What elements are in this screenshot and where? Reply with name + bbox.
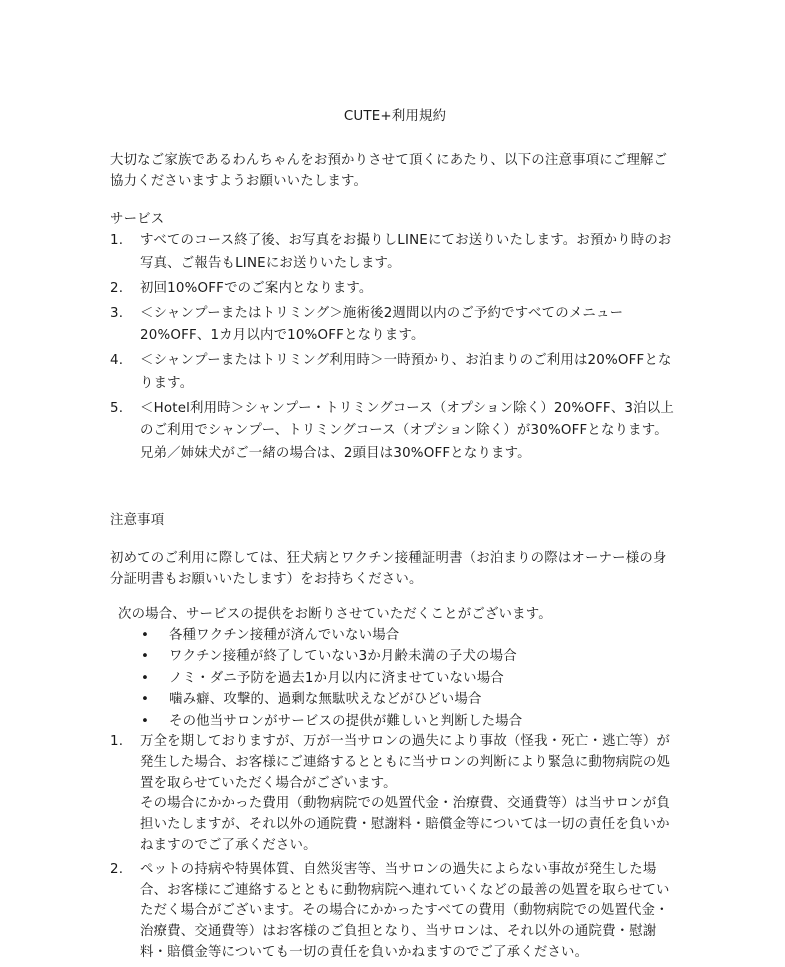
- item-number: 1.: [110, 233, 124, 248]
- item-text: ＜Hotel利用時＞シャンプー・トリミングコース（オプション除く）20%OFF、3泊以上のご利用でシャンプー、トリミングコース（オプション除く）が30%OFFとなります。兄弟／姉妹犬がご一緒の場合は、2頭目は30%OFFとなります。: [140, 400, 674, 461]
- item-text: 初回10%OFFでのご案内となります。: [140, 280, 373, 296]
- notice-heading: 注意事項: [110, 512, 165, 528]
- list-item: [110, 711, 680, 733]
- list-item: [110, 732, 680, 857]
- list-item: [110, 689, 680, 711]
- item-number: 2.: [110, 861, 124, 877]
- bullet-icon: •: [141, 627, 150, 643]
- notice-intro-paragraph: 初めてのご利用に際しては、狂犬病とワクチン接種証明書（お泊まりの際はオーナー様の身分証明書もお願いいたします）をお持ちください。: [110, 550, 667, 587]
- refusal-cases-lead: 次の場合、サービスの提供をお断りさせていただくことがございます。: [118, 606, 552, 622]
- service-list: [110, 230, 680, 465]
- list-item: [110, 303, 680, 348]
- list-item: [110, 278, 680, 301]
- list-item: [110, 230, 680, 275]
- item-text: ペットの持病や特異体質、自然災害等、当サロンの過失によらない事故が発生した場合、お客様にご連絡するとともに動物病院へ連れていくなどの最善の処置を取らせていただく場合がございます。その場合にかかったすべての費用（動物病院での処置代金・治療費、交通費等）はお客様のご負担となり、当サロンは、それ以外の通院費・慰謝料・賠償金等についても一切の責任を負いかねますのでご了承ください。: [140, 861, 670, 960]
- item-text: すべてのコース終了後、お写真をお撮りしLINEにてお送りいたします。お預かり時のお写真、ご報告もLINEにお送りいたします。: [140, 233, 672, 271]
- case-text: ワクチン接種が終了していない3か月齢未満の子犬の場合: [169, 649, 517, 664]
- list-item: [110, 646, 680, 668]
- case-text: 各種ワクチン接種が済んでいない場合: [169, 627, 400, 643]
- item-number: 3.: [110, 305, 124, 321]
- list-item: [110, 625, 680, 647]
- list-item: [110, 860, 680, 964]
- case-text: その他当サロンがサービスの提供が難しいと判断した場合: [169, 713, 523, 729]
- item-number: 5.: [110, 400, 124, 416]
- document-page: [110, 105, 680, 967]
- list-item: [110, 350, 680, 395]
- bullet-icon: •: [141, 670, 150, 686]
- item-text: ＜シャンプーまたはトリミング＞施術後2週間以内のご予約ですべてのメニュー20%OFF、1カ月以内で10%OFFとなります。: [140, 305, 624, 343]
- item-number: 1.: [110, 734, 124, 749]
- case-text: 噛み癖、攻撃的、過剰な無駄吠えなどがひどい場合: [169, 692, 482, 707]
- item-number: 4.: [110, 353, 124, 368]
- bullet-icon: •: [141, 692, 150, 707]
- case-text: ノミ・ダニ予防を過去1か月以内に済ませていない場合: [169, 670, 504, 686]
- bullet-icon: •: [141, 649, 150, 664]
- item-text: ＜シャンプーまたはトリミング利用時＞一時預かり、お泊まりのご利用は20%OFFとなります。: [140, 353, 672, 391]
- item-number: 2.: [110, 280, 124, 296]
- bullet-icon: •: [141, 713, 150, 729]
- notice-list: [110, 732, 680, 964]
- item-text: 万全を期しておりますが、万が一当サロンの過失により事故（怪我・死亡・逃亡等）が発生した場合、お客様にご連絡するとともに当サロンの判断により緊急に動物病院の処置を取らせていただく場合がございます。: [140, 734, 671, 791]
- item-text-continued: その場合にかかった費用（動物病院での処置代金・治療費、交通費等）は当サロンが負担いたしますが、それ以外の通院費・慰謝料・賠償金等については一切の責任を負いかねますのでご了承ください。: [140, 796, 671, 853]
- list-item: [110, 668, 680, 690]
- document-title: CUTE+利用規約: [343, 109, 447, 124]
- service-heading: サービス: [110, 212, 165, 227]
- intro-paragraph: 大切なご家族であるわんちゃんをお預かりさせて頂くにあたり、以下の注意事項にご理解ご協力くださいますようお願いいたします。: [110, 153, 668, 189]
- refusal-cases-list: [110, 625, 680, 733]
- list-item: [110, 398, 680, 466]
